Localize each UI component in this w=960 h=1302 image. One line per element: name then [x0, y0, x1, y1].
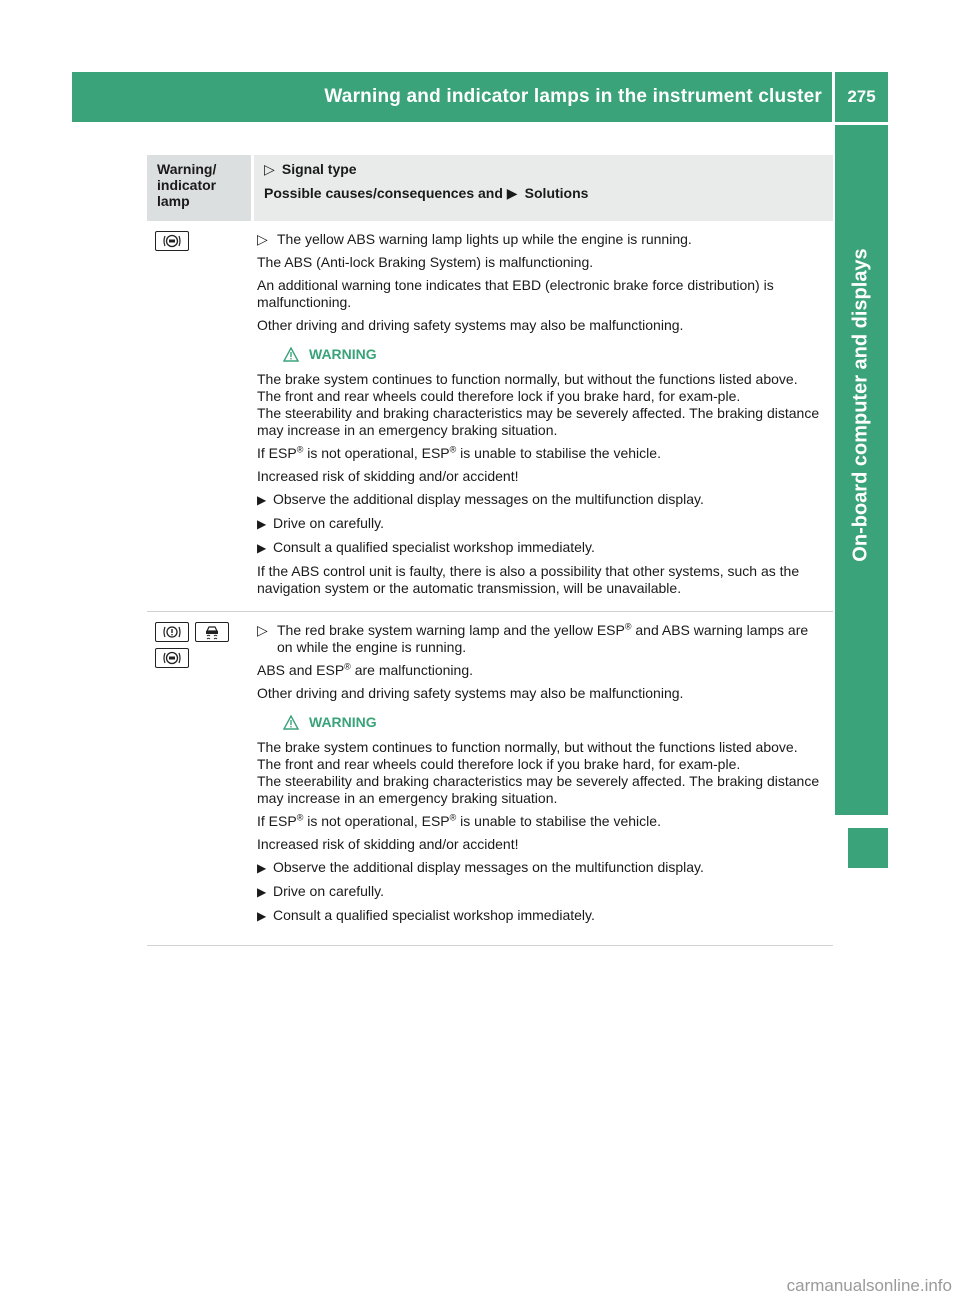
cause-text: An additional warning tone indicates that EBD (electronic brake force distribution) is malfunctioning. — [257, 277, 774, 310]
action-arrow-icon: ▶ — [257, 909, 267, 923]
risk-text: Increased risk of skidding and/or accident! — [257, 836, 519, 852]
signal-text — [277, 622, 825, 656]
action-item — [257, 515, 825, 533]
lamp-cell — [147, 221, 251, 611]
cause-text-a: ABS and ESP — [257, 662, 345, 678]
description-cell — [251, 221, 833, 611]
abs-lamp-icon — [155, 231, 189, 251]
action-arrow-icon: ▶ — [257, 517, 267, 531]
esp-text-b: is not operational, ESP — [303, 813, 450, 829]
esp-text — [257, 445, 825, 462]
site-watermark: carmanualsonline.info — [786, 1276, 952, 1295]
warning-heading — [283, 346, 825, 363]
warning-text: The steerability and braking characteristics may be severely affected. The braking distance may increase in an emergency braking situation. — [257, 773, 820, 806]
description-cell — [251, 612, 833, 945]
cause-text: Other driving and driving safety systems may also be malfunctioning. — [257, 685, 684, 701]
esp-lamp-icon — [195, 622, 229, 642]
action-item — [257, 491, 825, 509]
page-header-title: Warning and indicator lamps in the instrument cluster — [324, 86, 822, 107]
table-row — [147, 221, 833, 612]
action-item — [257, 539, 825, 557]
signal-type-icon: ▷ — [257, 622, 268, 638]
abs-lamp-icon — [155, 648, 189, 668]
signal-text-b: and ABS warning lamps are on while the engine is running. — [277, 622, 809, 655]
signal-type-icon: ▷ — [264, 161, 275, 177]
warning-triangle-icon — [283, 347, 299, 362]
action-text: Consult a qualified specialist workshop immediately. — [273, 539, 595, 555]
lamp-cell — [147, 612, 251, 945]
header-signal-column — [254, 155, 833, 221]
registered-mark: ® — [449, 444, 457, 455]
chapter-side-label: On-board computer and displays — [849, 248, 872, 562]
warning-label: WARNING — [309, 714, 377, 730]
esp-text-b: is not operational, ESP — [303, 445, 450, 461]
cause-text: Other driving and driving safety systems may also be malfunctioning. — [257, 317, 684, 333]
warning-label: WARNING — [309, 346, 377, 362]
signal-type-icon: ▷ — [257, 231, 268, 247]
brake-lamp-icon — [155, 622, 189, 642]
warning-heading — [283, 714, 825, 731]
page-number-box — [835, 72, 888, 122]
action-item — [257, 907, 825, 925]
warning-lamp-table — [147, 155, 833, 946]
action-text: Drive on carefully. — [273, 883, 385, 899]
action-text: Drive on carefully. — [273, 515, 385, 531]
esp-text-c: is unable to stabilise the vehicle. — [456, 445, 661, 461]
header-lamp-column: Warning/ indicator lamp — [147, 155, 251, 221]
page-header-bar — [72, 72, 832, 122]
action-item — [257, 859, 825, 877]
action-text: Observe the additional display messages on the multifunction display. — [273, 859, 704, 875]
esp-text — [257, 813, 825, 830]
action-arrow-icon: ▶ — [257, 861, 267, 875]
action-item — [257, 883, 825, 901]
chapter-marker-square — [848, 828, 888, 868]
action-arrow-icon: ▶ — [257, 493, 267, 507]
registered-mark: ® — [296, 444, 304, 455]
cause-text: The ABS (Anti-lock Braking System) is malfunctioning. — [257, 254, 594, 270]
action-text: Consult a qualified specialist workshop immediately. — [273, 907, 595, 923]
header-causes-suffix: Solutions — [524, 185, 589, 201]
action-arrow-icon: ▶ — [257, 885, 267, 899]
risk-text: Increased risk of skidding and/or accident! — [257, 468, 519, 484]
warning-text: The brake system continues to function normally, but without the functions listed above. The front and rear wheels could therefore lock if you brake hard, for exam-ple. — [257, 371, 798, 404]
header-signal-type: Signal type — [281, 161, 357, 177]
solution-arrow-icon: ▶ — [506, 185, 518, 201]
esp-text-a: If ESP — [257, 813, 297, 829]
warning-triangle-icon — [283, 715, 299, 730]
warning-text: The brake system continues to function normally, but without the functions listed above. The front and rear wheels could therefore lock if you brake hard, for exam-ple. — [257, 739, 798, 772]
action-arrow-icon: ▶ — [257, 541, 267, 555]
cause-text — [257, 662, 825, 679]
signal-text-a: The red brake system warning lamp and the yellow ESP — [277, 622, 625, 638]
action-text: Observe the additional display messages on the multifunction display. — [273, 491, 704, 507]
esp-text-c: is unable to stabilise the vehicle. — [456, 813, 661, 829]
table-row — [147, 612, 833, 946]
registered-mark: ® — [624, 621, 632, 632]
registered-mark: ® — [296, 812, 304, 823]
page-number: 275 — [847, 87, 876, 106]
cause-text-b: are malfunctioning. — [350, 662, 473, 678]
warning-text: The steerability and braking characteristics may be severely affected. The braking distance may increase in an emergency braking situation. — [257, 405, 820, 438]
esp-text-a: If ESP — [257, 445, 297, 461]
header-causes-prefix: Possible causes/consequences and — [264, 185, 503, 201]
registered-mark: ® — [449, 812, 457, 823]
signal-text: The yellow ABS warning lamp lights up while the engine is running. — [277, 231, 692, 247]
registered-mark: ® — [344, 661, 351, 672]
footer-text: If the ABS control unit is faulty, there is also a possibility that other systems, such as the navigation system or the automatic transmission, will be unavailable. — [257, 563, 800, 596]
table-header — [147, 155, 833, 221]
